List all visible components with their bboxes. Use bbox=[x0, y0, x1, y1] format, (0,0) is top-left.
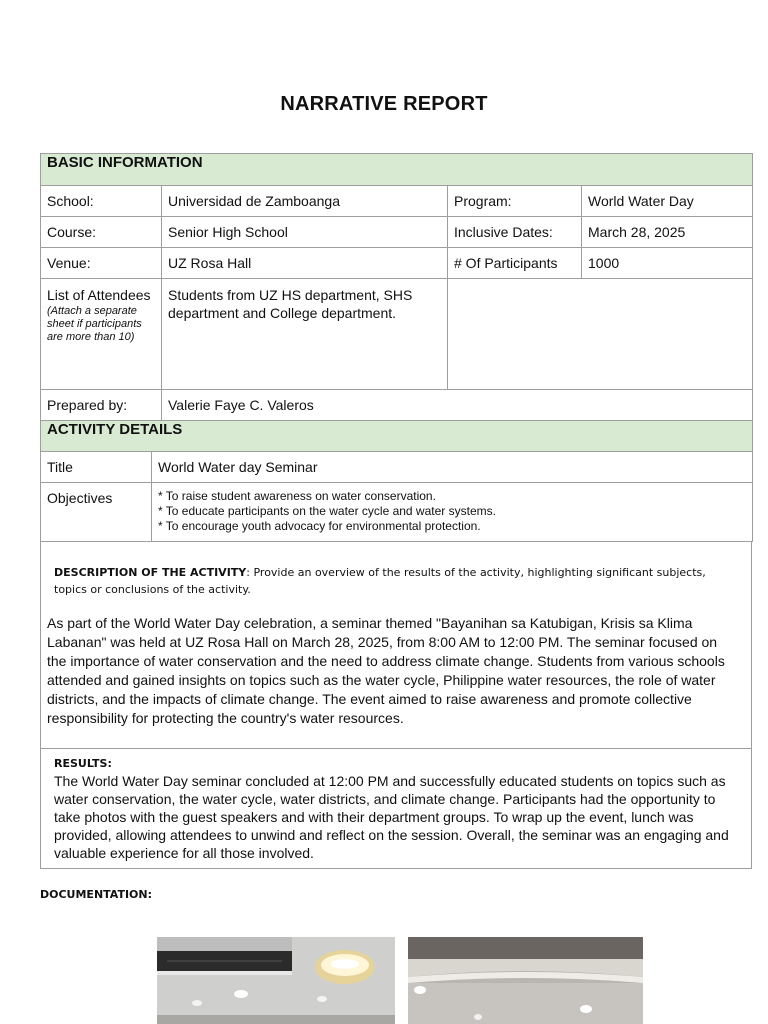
prepared-value: Valerie Faye C. Valeros bbox=[162, 390, 753, 421]
description-label bbox=[47, 564, 739, 598]
report-title: NARRATIVE REPORT bbox=[280, 93, 488, 115]
attendees-empty-cell bbox=[448, 279, 753, 390]
program-label: Program: bbox=[448, 186, 582, 217]
participants-value: 1000 bbox=[582, 248, 753, 279]
venue-label: Venue: bbox=[41, 248, 162, 279]
school-value: Universidad de Zamboanga bbox=[162, 186, 448, 217]
seminar-hall-ceiling-image bbox=[157, 937, 395, 1024]
seminar-hall-interior-image bbox=[408, 937, 643, 1024]
description-label-instructions: : Provide an overview of the results of the activity, highlighting significant subjects, topics or conclusions of the activity. bbox=[54, 566, 706, 596]
documentation-photo bbox=[157, 937, 395, 1024]
attendees-value: Students from UZ HS department, SHS department and College department. bbox=[162, 279, 448, 390]
dates-label: Inclusive Dates: bbox=[448, 217, 582, 248]
basic-information-heading: BASIC INFORMATION bbox=[41, 154, 753, 186]
objectives-list bbox=[152, 483, 753, 542]
objective-item: * To educate participants on the water cycle and water systems. bbox=[158, 504, 496, 518]
activity-title-value: World Water day Seminar bbox=[152, 452, 753, 483]
course-label: Course: bbox=[41, 217, 162, 248]
dates-value: March 28, 2025 bbox=[582, 217, 753, 248]
venue-value: UZ Rosa Hall bbox=[162, 248, 448, 279]
documentation-photo bbox=[408, 937, 643, 1024]
prepared-label: Prepared by: bbox=[41, 390, 162, 421]
activity-details-heading: ACTIVITY DETAILS bbox=[41, 421, 753, 452]
participants-label: # Of Participants bbox=[448, 248, 582, 279]
results-section bbox=[40, 748, 752, 869]
course-value: Senior High School bbox=[162, 217, 448, 248]
description-section bbox=[40, 541, 752, 749]
attendees-note: (Attach a separate sheet if participants are more than 10) bbox=[47, 305, 142, 343]
description-label-title: DESCRIPTION OF THE ACTIVITY bbox=[54, 566, 247, 579]
activity-details-table bbox=[40, 420, 753, 542]
basic-information-table bbox=[40, 153, 753, 421]
results-label: RESULTS: bbox=[54, 757, 112, 770]
documentation-label: DOCUMENTATION: bbox=[40, 888, 153, 901]
program-value: World Water Day bbox=[582, 186, 753, 217]
objectives-label: Objectives bbox=[41, 483, 152, 542]
attendees-label: List of Attendees bbox=[47, 287, 151, 303]
school-label: School: bbox=[41, 186, 162, 217]
attendees-cell bbox=[41, 279, 162, 390]
objective-item: * To raise student awareness on water conservation. bbox=[158, 489, 436, 503]
objective-item: * To encourage youth advocacy for environmental protection. bbox=[158, 519, 481, 533]
results-text: The World Water Day seminar concluded at 12:00 PM and successfully educated students on topics such as water conservation, the water cycle, water districts, and climate change. Participants had the opportunity to take photos with the guest speakers and with their department groups. To wrap up the event, lunch was provided, allowing attendees to unwind and reflect on the session. Overall, the seminar was an engaging and valuable experience for all those involved. bbox=[54, 773, 729, 861]
activity-title-label: Title bbox=[41, 452, 152, 483]
description-text: As part of the World Water Day celebration, a seminar themed "Bayanihan sa Katubigan, Krisis sa Klima Labanan" was held at UZ Rosa Hall on March 28, 2025, from 8:00 AM to 12:00 PM. The seminar focused on the importance of water conservation and the need to address climate change. Students from various schools attended and gained insights on topics such as the water cycle, Philippine water resources, the role of water districts, and the impacts of climate change. The event aimed to raise awareness and promote collective responsibility for protecting the country's water resources. bbox=[47, 615, 725, 726]
